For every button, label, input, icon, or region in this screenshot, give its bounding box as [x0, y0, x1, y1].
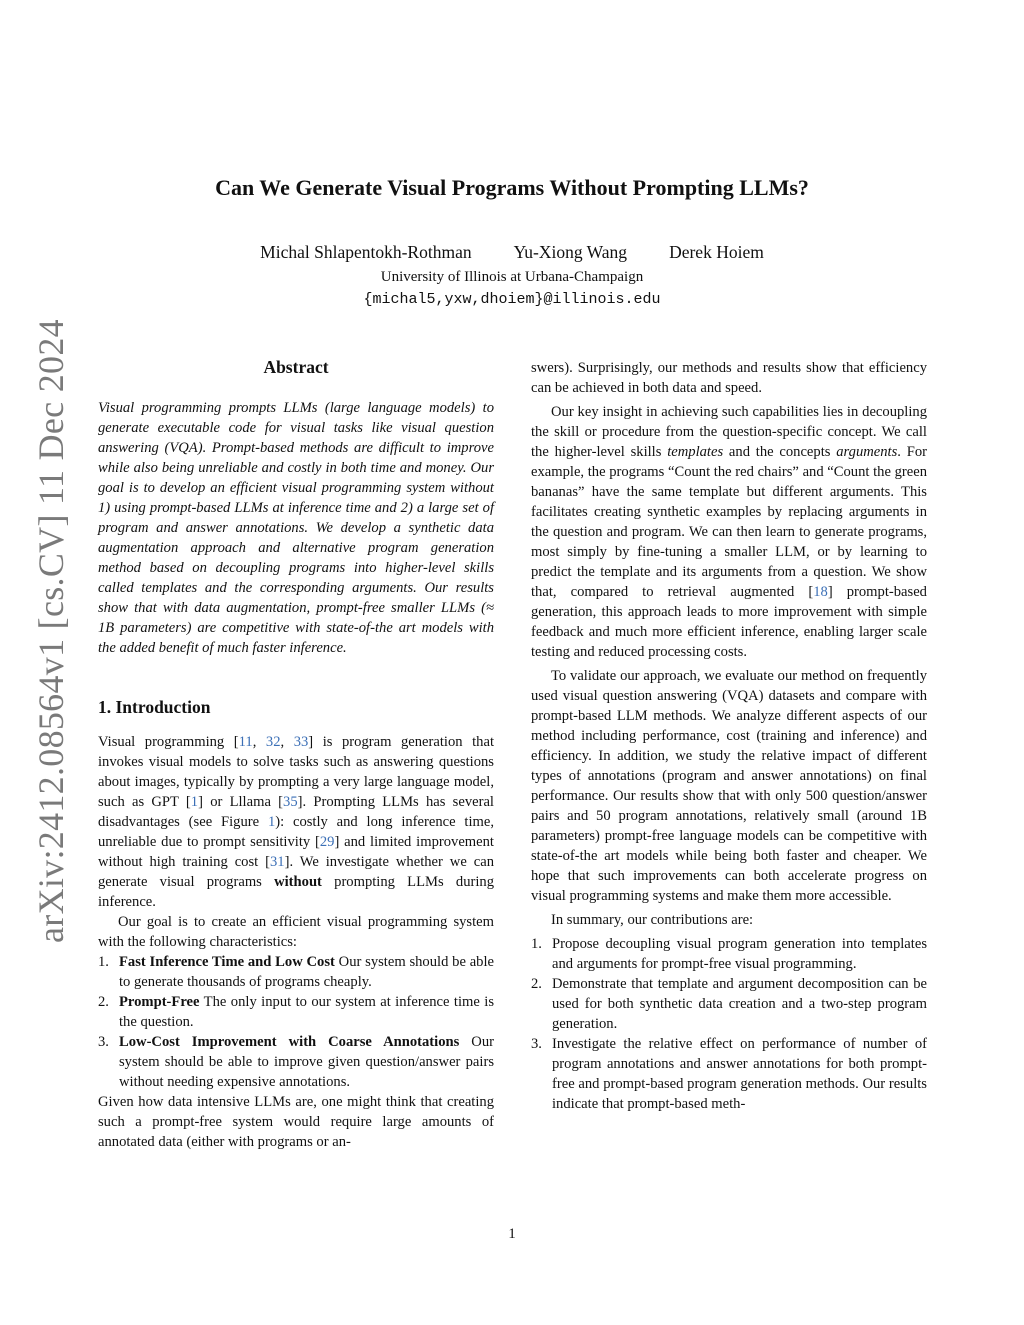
right-paragraph-1: Our key insight in achieving such capabilities lies in decoupling the skill or procedure from the question-specific concept. We call the higher-level skills templates and the concepts arguments. For example, the programs “Count the red chairs” and “Count the green bananas” have the same template but different arguments. This facilitates creating synthetic examples by replacing arguments in the question and program. We can then learn to generate programs, most simply by fine-tuning a smaller LLM, or by learning to predict the template and its arguments from a question. We show that, compared to retrieval augmented [18] prompt-based generation, this approach leads to more improvement with simple feedback and much more efficient inference, enabling larger scale testing and reduced processing costs.: [531, 404, 927, 660]
right-paragraph-2: To validate our approach, we evaluate our method on frequently used visual question answering (VQA) datasets and compare with prompt-based LLM methods. We analyze different aspects of our method including performance, cost (training and inference) and efficiency. In addition, we study the relative impact of different types of annotations (program and answer annotations) on final performance. Our results show that with only 500 question/answer pairs and 50 program annotations, relatively small (around 1B parameters) prompt-free language models can be competitive with state-of-the art models while being both faster and cheaper. We hope that such improvements can both accelerate progress on visual programming systems and make them more accessible.: [531, 668, 927, 904]
citation-link[interactable]: 33: [293, 734, 309, 750]
emphasis-without: without: [274, 874, 322, 890]
intro-paragraph-2: Our goal is to create an efficient visual programming system with the following characteristics:: [98, 914, 494, 950]
figure-reference-link[interactable]: 1: [267, 814, 276, 830]
abstract-text: Visual programming prompts LLMs (large language models) to generate executable code for visual tasks like visual question answering (VQA). Prompt-based methods are difficult to improve while also being unreliable and costly in both time and money. Our goal is to develop an efficient visual programming system without 1) using prompt-based LLMs at inference time and 2) a large set of program and answer annotations. We develop a synthetic data augmentation approach and alternative program generation method based on decoupling programs into higher-level skills called templates and the corresponding arguments. Our results show that with data augmentation, prompt-free smaller LLMs (≈ 1B parameters) are competitive with state-of-the art models with the added benefit of much faster inference.: [98, 400, 494, 656]
citation-link[interactable]: 29: [319, 834, 335, 850]
citation-link[interactable]: 32: [265, 734, 281, 750]
citation-link[interactable]: 18: [813, 584, 828, 600]
citation-link[interactable]: 35: [283, 794, 298, 810]
author-name: Michal Shlapentokh-Rothman: [260, 242, 472, 262]
list-item: 2. Prompt-Free The only input to our system at inference time is the question.: [98, 994, 494, 1030]
page-number: 1: [508, 1226, 516, 1242]
characteristics-list: [98, 952, 494, 1092]
citation-link[interactable]: 1: [190, 794, 199, 810]
arxiv-identifier: arXiv:2412.08564v1 [cs.CV] 11 Dec 2024: [31, 319, 71, 943]
section-heading-introduction: 1. Introduction: [98, 697, 211, 717]
left-column: [98, 355, 494, 1152]
list-item: 3. Low-Cost Improvement with Coarse Annotations Our system should be able to improve given question/answer pairs without needing expensive annotations.: [98, 1034, 494, 1090]
right-paragraph-3: In summary, our contributions are:: [551, 912, 754, 928]
list-item: 2. Demonstrate that template and argument decomposition can be used for both synthetic data creation and a two-step program generation.: [531, 976, 927, 1032]
right-column: [531, 358, 927, 1114]
citation-link[interactable]: 31: [269, 854, 285, 870]
author-emails: {michal5,yxw,dhoiem}@illinois.edu: [363, 291, 661, 308]
citation-link[interactable]: 11: [238, 734, 253, 750]
list-item: 3. Investigate the relative effect on performance of number of program annotations and answer annotations for both prompt-free and prompt-based program generation methods. Our results indicate that prompt-based meth-: [531, 1036, 927, 1112]
affiliation: University of Illinois at Urbana-Champaign: [380, 269, 644, 285]
contributions-list: [531, 934, 927, 1114]
list-item: 1. Propose decoupling visual program generation into templates and arguments for prompt-free visual programming.: [531, 936, 927, 972]
author-list: [0, 240, 1024, 264]
author-name: Derek Hoiem: [669, 242, 764, 262]
abstract-heading: Abstract: [263, 357, 329, 377]
intro-paragraph-1: Visual programming [11, 32, 33] is program generation that invokes visual models to solve tasks such as answering questions about images, typically by prompting a very large language model, such as GPT [1] or Lllama [35]. Prompting LLMs has several disadvantages (see Figure 1): costly and long inference time, unreliable due to prompt sensitivity [29] and limited improvement without high training cost [31]. We investigate whether we can generate visual programs without prompting LLMs during inference.: [98, 734, 495, 910]
paper-title: Can We Generate Visual Programs Without Prompting LLMs?: [215, 175, 809, 200]
right-paragraph-0: swers). Surprisingly, our methods and results show that efficiency can be achieved in both data and speed.: [531, 360, 927, 396]
intro-paragraph-3: Given how data intensive LLMs are, one might think that creating such a prompt-free system would require large amounts of annotated data (either with programs or an-: [98, 1094, 494, 1150]
author-name: Yu-Xiong Wang: [513, 242, 628, 262]
list-item: 1. Fast Inference Time and Low Cost Our system should be able to generate thousands of programs cheaply.: [98, 954, 494, 990]
